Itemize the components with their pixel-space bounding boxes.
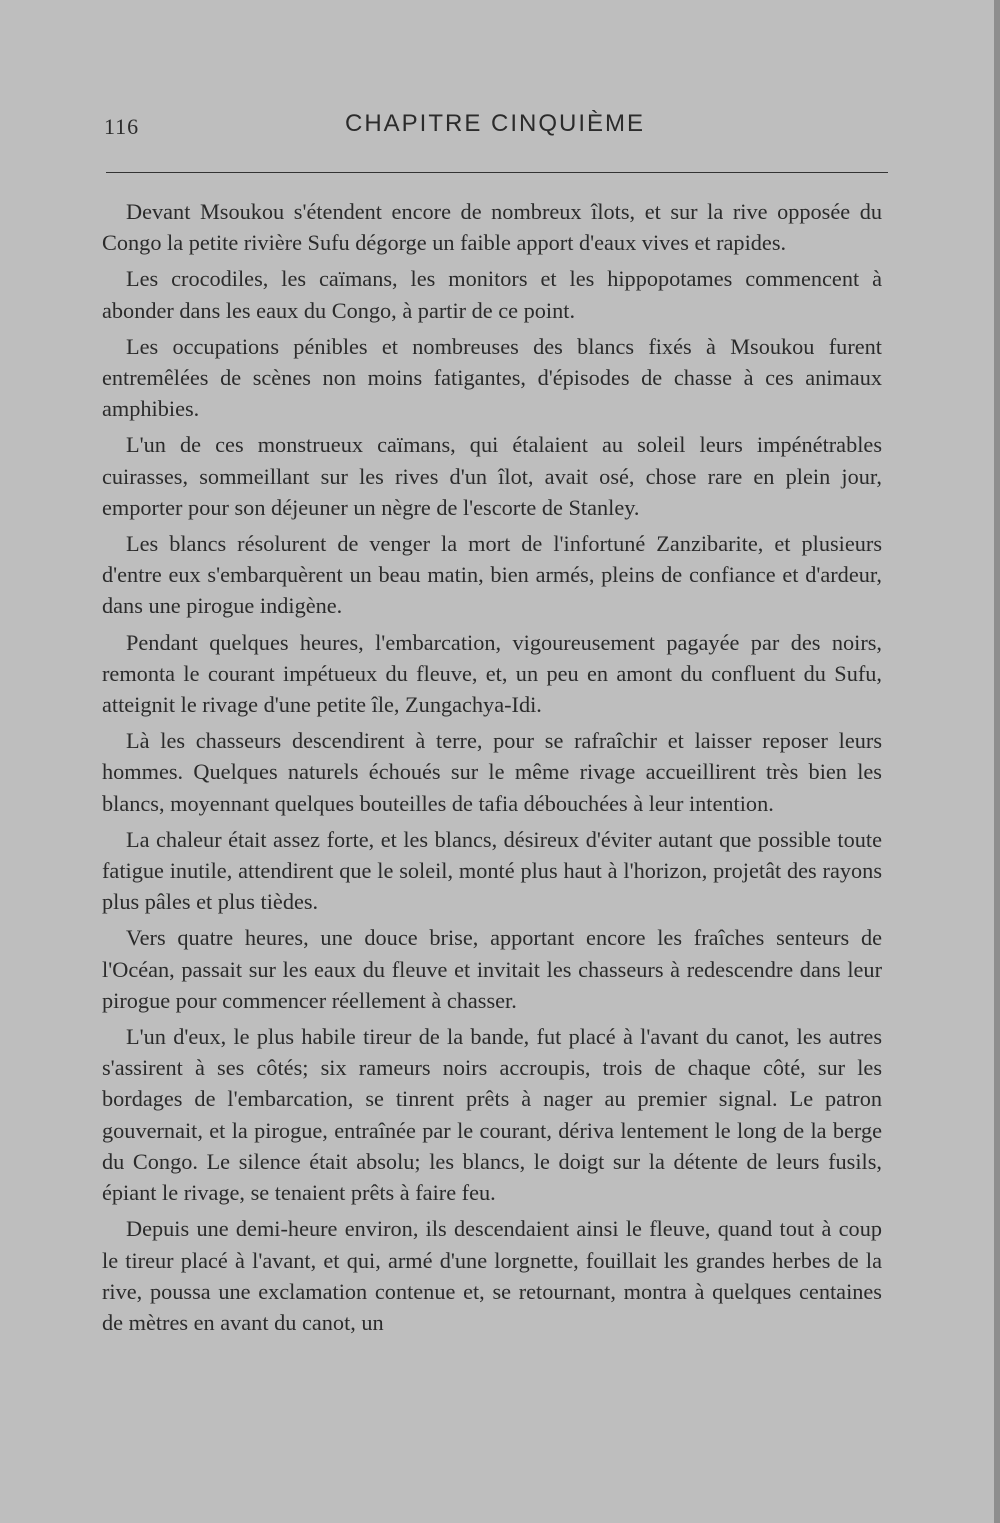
paragraph: Depuis une demi-heure environ, ils descendaient ainsi le fleuve, quand tout à coup le tireur placé à l'avant, et qui, armé d'une lorgnette, fouillait les grandes herbes de la rive, poussa une exclamation contenue et, se retournant, montra à quelques centaines de mètres en avant du canot, un: [102, 1216, 882, 1335]
paragraph: Vers quatre heures, une douce brise, apportant encore les fraîches senteurs de l'Océan, passait sur les eaux du fleuve et invitait les chasseurs à redescendre dans leur pirogue pour commencer réellement à chasser.: [102, 925, 882, 1013]
paragraph: Devant Msoukou s'étendent encore de nombreux îlots, et sur la rive opposée du Congo la petite rivière Sufu dégorge un faible apport d'eaux vives et rapides.: [102, 199, 882, 256]
page-number: 116: [104, 114, 140, 139]
chapter-title: CHAPITRE CINQUIÈME: [344, 110, 646, 137]
paragraph: L'un d'eux, le plus habile tireur de la bande, fut placé à l'avant du canot, les autres s'assirent à ses côtés; six rameurs noirs accroupis, trois de chaque côté, sur les bordages de l'embarcation, se tinrent prêts à nager au premier signal. Le patron gouvernait, et la pirogue, entraînée par le courant, dériva lentement le long de la berge du Congo. Le silence était absolu; les blancs, le doigt sur la détente de leurs fusils, épiant le rivage, se tenaient prêts à faire feu.: [102, 1024, 882, 1206]
header-rule: [106, 172, 888, 173]
paragraph: Les occupations pénibles et nombreuses des blancs fixés à Msoukou furent entremêlées de scènes non moins fatigantes, d'épisodes de chasse à ces animaux amphibies.: [102, 333, 882, 422]
paragraph: Pendant quelques heures, l'embarcation, vigoureusement pagayée par des noirs, remonta le courant impétueux du fleuve, et, un peu en amont du confluent du Sufu, atteignit le rivage d'une petite île, Zungachya-Idi.: [102, 629, 882, 718]
paragraph: Là les chasseurs descendirent à terre, pour se rafraîchir et laisser reposer leurs hommes. Quelques naturels échoués sur le même rivage accueillirent très bien les blancs, moyennant quelques bouteilles de tafia débouchées à leur intention.: [102, 728, 882, 816]
paragraph: L'un de ces monstrueux caïmans, qui étalaient au soleil leurs impénétrables cuirasses, sommeillant sur les rives d'un îlot, avait osé, chose rare en plein jour, emporter pour son déjeuner un nègre de l'escorte de Stanley.: [102, 432, 882, 520]
body-text: [102, 196, 882, 1343]
paragraph: Les blancs résolurent de venger la mort de l'infortuné Zanzibarite, et plusieurs d'entre eux s'embarquèrent un beau matin, bien armés, pleins de confiance et d'ardeur, dans une pirogue indigène.: [102, 531, 882, 619]
page-header: [104, 108, 886, 144]
paragraph: Les crocodiles, les caïmans, les monitors et les hippopotames commencent à abonder dans les eaux du Congo, à partir de ce point.: [102, 266, 882, 323]
paragraph: La chaleur était assez forte, et les blancs, désireux d'éviter autant que possible toute fatigue inutile, attendirent que le soleil, monté plus haut à l'horizon, projetât des rayons plus pâles et plus tièdes.: [102, 826, 882, 915]
